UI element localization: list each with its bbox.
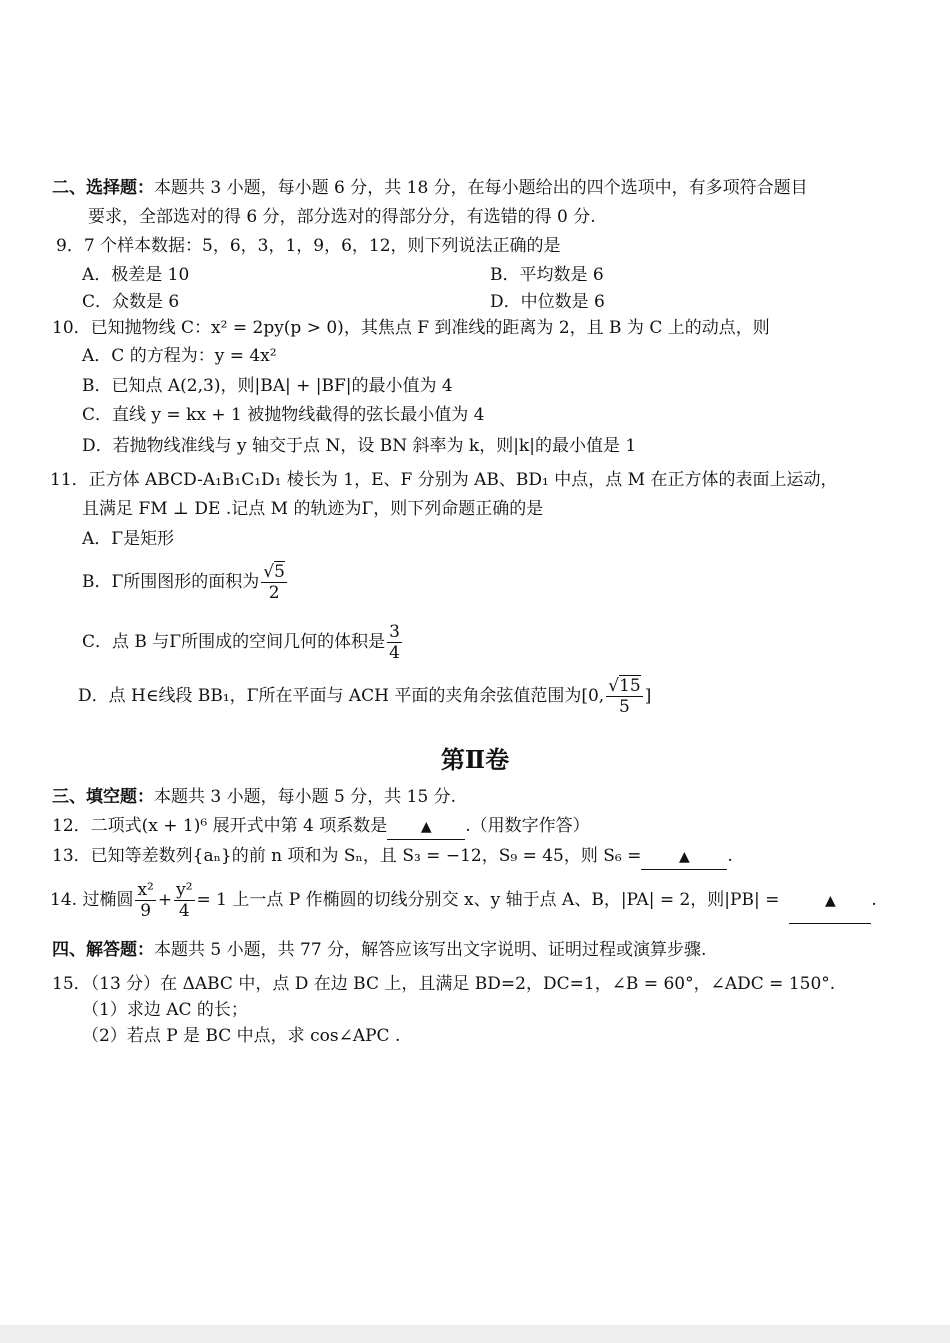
q10-option-b: B．已知点 A(2,3)，则|BA| + |BF|的最小值为 4 [82, 376, 453, 396]
q10-option-c: C．直线 y = kx + 1 被抛物线截得的弦长最小值为 4 [82, 405, 485, 425]
q10-stem: 10．已知抛物线 C：x² = 2py(p > 0)，其焦点 F 到准线的距离为 2，且 B 为 C 上的动点，则 [52, 318, 770, 338]
part2-title: 第Ⅱ卷 [440, 745, 510, 774]
q14-fraction-x-denominator: 9 [140, 901, 152, 921]
q14-fraction-y-numerator: y² [176, 880, 193, 900]
q11-option-c-denominator: 4 [389, 643, 400, 663]
q13-text: 13．已知等差数列{aₙ}的前 n 项和为 Sₙ，且 S₃ = −12，S₉ = 45，则 S₆ = [52, 846, 642, 866]
q11-stem-2: 且满足 FM ⊥ DE .记点 M 的轨迹为Γ，则下列命题正确的是 [82, 499, 544, 519]
q9-option-c: C．众数是 6 [82, 292, 180, 312]
q9-option-a: A．极差是 10 [82, 265, 190, 285]
q15-part-1: （1）求边 AC 的长； [82, 1000, 248, 1020]
section4-heading: 四、解答题： [52, 940, 154, 960]
q11-option-c-text: C．点 B 与Γ所围成的空间几何的体积是 [82, 632, 386, 652]
q14-fraction-y-denominator: 4 [178, 901, 190, 921]
q13-suffix: . [727, 846, 733, 866]
section4-desc: 本题共 5 小题，共 77 分，解答应该写出文字说明、证明过程或演算步骤. [154, 940, 707, 960]
section2-desc-1: 本题共 3 小题，每小题 6 分，共 18 分，在每小题给出的四个选项中，有多项符合题目 [154, 178, 808, 198]
q11-option-c-fraction [387, 622, 402, 663]
section2-heading: 二、选择题： [52, 178, 154, 198]
q14-answer-blank: ▲ [789, 879, 871, 924]
q13 [52, 844, 733, 870]
section3-desc: 本题共 3 小题，每小题 5 分，共 15 分. [154, 787, 457, 807]
q12-suffix: .（用数字作答） [465, 816, 590, 836]
q14 [50, 878, 877, 924]
q9-option-b: B．平均数是 6 [490, 265, 604, 285]
q11-stem-1: 11．正方体 ABCD-A₁B₁C₁D₁ 棱长为 1，E、F 分别为 AB、BD₁ 中点，点 M 在正方体的表面上运动， [50, 470, 838, 490]
q11-option-d-fraction [606, 676, 642, 717]
q11-option-b-numerator: 5 [274, 562, 285, 582]
section4-header [52, 938, 706, 962]
q14-plus: + [157, 890, 173, 910]
q12 [52, 814, 590, 840]
q11-option-a: A．Γ是矩形 [82, 529, 175, 549]
q14-fraction-x-numerator: x² [137, 880, 154, 900]
q10-option-d: D．若抛物线准线与 y 轴交于点 N，设 BN 斜率为 k，则|k|的最小值是 1 [82, 436, 637, 456]
q11-option-b-fraction [261, 562, 287, 603]
q11-option-b-text: B．Γ所围图形的面积为 [82, 572, 260, 592]
q14-suffix: . [871, 890, 877, 910]
section3-header [52, 785, 456, 809]
q14-mid: = 1 上一点 P 作椭圆的切线分别交 x、y 轴于点 A、B，|PA| = 2，则|PB| = [196, 890, 780, 910]
q15-stem: 15．（13 分）在 ΔABC 中，点 D 在边 BC 上，且满足 BD=2，DC=1，∠B = 60°，∠ADC = 150°. [52, 974, 836, 994]
q11-option-d-text: D．点 H∈线段 BB₁，Γ所在平面与 ACH 平面的夹角余弦值范围为[0, [78, 686, 605, 706]
q12-answer-blank: ▲ [387, 815, 465, 840]
q11-option-b [82, 560, 289, 604]
q11-option-d-denominator: 5 [619, 697, 630, 717]
q14-fraction-x [135, 880, 155, 921]
q11-option-d-numerator: 15 [619, 676, 641, 696]
q11-option-b-denominator: 2 [268, 583, 280, 603]
q14-fraction-y [174, 880, 194, 921]
q9-stem: 9．7 个样本数据：5，6，3，1，9，6，12，则下列说法正确的是 [56, 236, 561, 256]
section2-header [52, 176, 808, 200]
q13-answer-blank: ▲ [641, 845, 727, 870]
q11-option-d [78, 674, 651, 718]
q15-part-2: （2）若点 P 是 BC 中点，求 cos∠APC . [82, 1026, 401, 1046]
section2-desc-2: 要求，全部选对的得 6 分，部分选对的得部分分，有选错的得 0 分. [88, 207, 596, 227]
q12-text: 12．二项式(x + 1)⁶ 展开式中第 4 项系数是 [52, 816, 388, 836]
section3-heading: 三、填空题： [52, 787, 154, 807]
scan-bottom-edge [0, 1325, 950, 1343]
q14-text: 14. 过椭圆 [50, 890, 134, 910]
q11-option-d-suffix: ] [644, 686, 652, 706]
q9-option-d: D．中位数是 6 [490, 292, 605, 312]
q11-option-c-numerator: 3 [389, 622, 400, 642]
q10-option-a: A．C 的方程为：y = 4x² [82, 346, 277, 366]
q11-option-c [82, 620, 404, 664]
